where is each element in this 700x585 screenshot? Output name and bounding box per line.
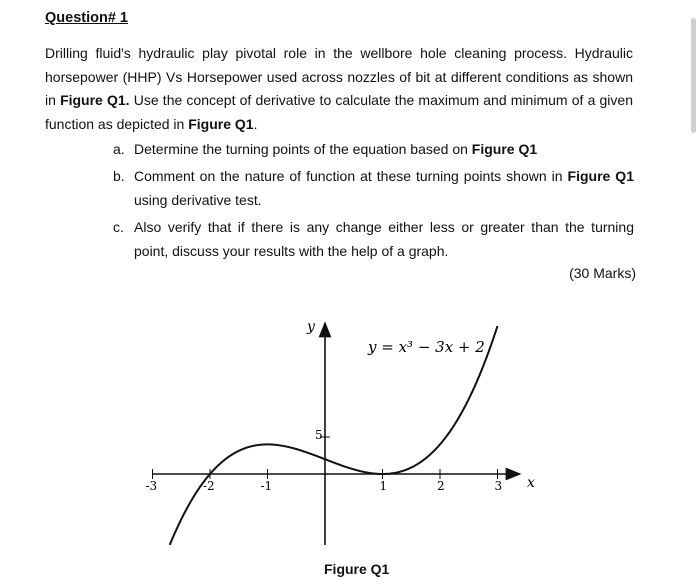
x-tick-labels — [146, 479, 503, 493]
y-axis-label: y — [307, 319, 315, 335]
figure-reference: Figure Q1. — [60, 92, 130, 108]
x-tick-label: 3 — [494, 479, 503, 493]
question-heading: Question# 1 — [45, 10, 128, 26]
x-tick-label: -2 — [203, 479, 215, 493]
x-tick-label: -1 — [260, 479, 273, 493]
x-tick-label: 2 — [437, 479, 445, 493]
part-text: Also verify that if there is any change either less or greater than the turning point, discuss your results with the help of a graph. — [134, 219, 634, 259]
part-text: Comment on the nature of function at these turning points shown in Figure Q1 using derivative test. — [134, 168, 634, 208]
function-curve — [170, 326, 498, 545]
part-letter: b. — [113, 168, 125, 184]
marks-label: (30 Marks) — [569, 265, 636, 281]
equation-label: y = x³ − 3x + 2 — [368, 338, 485, 356]
question-intro: Drilling fluid's hydraulic play pivotal role in the wellbore hole cleaning process. Hydraulic horsepower (HHP) Vs Horsepower used across nozzles of bit at different conditions as shown in Figure Q1. Use the concept of derivative to calculate the maximum and minimum of a given function as depicted in Figure Q1. — [45, 45, 633, 132]
x-tick-label: 1 — [379, 479, 388, 493]
figure-reference: Figure Q1 — [188, 115, 254, 132]
y-tick-label: 5 — [315, 428, 323, 442]
figure-caption: Figure Q1 — [324, 561, 390, 577]
x-axis-label: x — [527, 475, 535, 491]
part-letter: c. — [113, 219, 124, 235]
part-text: Determine the turning points of the equation based on Figure Q1 — [134, 141, 538, 157]
x-tick-label: -3 — [145, 479, 158, 493]
part-letter: a. — [113, 141, 125, 157]
